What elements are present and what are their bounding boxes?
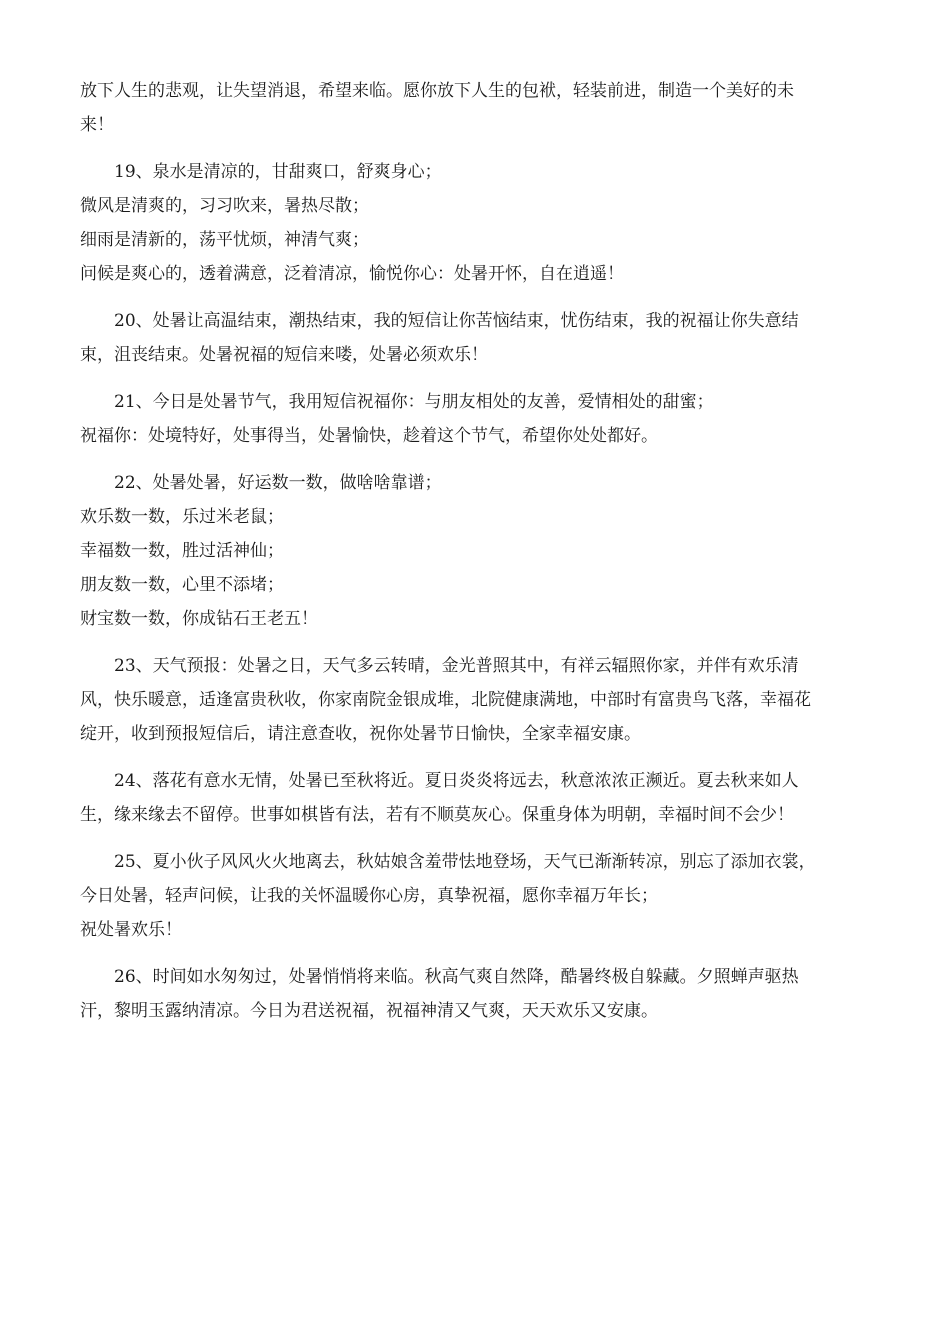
text-line: 风，快乐暖意，适逢富贵秋收，你家南院金银成堆，北院健康满地，中部时有富贵鸟飞落，幸福花 bbox=[80, 690, 811, 710]
text-line: 幸福数一数，胜过活神仙； bbox=[80, 541, 284, 561]
text-line: 26、时间如水匆匆过，处暑悄悄将来临。秋高气爽自然降，酷暑终极自躲藏。夕照蝉声驱热 bbox=[114, 967, 799, 987]
text-line: 24、落花有意水无情，处暑已至秋将近。夏日炎炎将远去，秋意浓浓正濒近。夏去秋来如人 bbox=[114, 771, 799, 791]
text-line: 束，沮丧结束。处暑祝福的短信来喽，处暑必须欢乐！ bbox=[80, 345, 488, 365]
text-line: 绽开，收到预报短信后，请注意查收，祝你处暑节日愉快，全家幸福安康。 bbox=[80, 724, 641, 744]
text-line: 祝福你：处境特好，处事得当，处暑愉快，趁着这个节气，希望你处处都好。 bbox=[80, 426, 658, 446]
text-line: 欢乐数一数，乐过米老鼠； bbox=[80, 507, 284, 527]
document-body bbox=[80, 74, 870, 1041]
paragraph bbox=[80, 466, 870, 636]
text-line: 20、处暑让高温结束，潮热结束，我的短信让你苦恼结束，忧伤结束，我的祝福让你失意结 bbox=[114, 311, 799, 331]
text-line: 放下人生的悲观，让失望消退，希望来临。愿你放下人生的包袱，轻装前进，制造一个美好的未 bbox=[80, 81, 794, 101]
text-line: 23、天气预报：处暑之日，天气多云转晴，金光普照其中，有祥云辐照你家，并伴有欢乐清 bbox=[114, 656, 799, 676]
text-line: 财宝数一数，你成钻石王老五！ bbox=[80, 609, 318, 629]
text-line: 问候是爽心的，透着满意，泛着清凉，愉悦你心：处暑开怀，自在逍遥！ bbox=[80, 264, 624, 284]
paragraph bbox=[80, 74, 870, 142]
paragraph bbox=[80, 304, 870, 372]
text-line: 微风是清爽的，习习吹来，暑热尽散； bbox=[80, 196, 369, 216]
text-line: 细雨是清新的，荡平忧烦，神清气爽； bbox=[80, 230, 369, 250]
text-line: 朋友数一数，心里不添堵； bbox=[80, 575, 284, 595]
text-line: 汗，黎明玉露纳清凉。今日为君送祝福，祝福神清又气爽，天天欢乐又安康。 bbox=[80, 1001, 658, 1021]
text-line: 22、处暑处暑，好运数一数，做啥啥靠谱； bbox=[114, 473, 442, 493]
text-line: 祝处暑欢乐！ bbox=[80, 920, 182, 940]
text-line: 今日处暑，轻声问候，让我的关怀温暖你心房，真挚祝福，愿你幸福万年长； bbox=[80, 886, 658, 906]
paragraph bbox=[80, 649, 870, 751]
paragraph bbox=[80, 960, 870, 1028]
paragraph bbox=[80, 845, 870, 947]
text-line: 19、泉水是清凉的，甘甜爽口，舒爽身心； bbox=[114, 162, 442, 182]
text-line: 21、今日是处暑节气，我用短信祝福你：与朋友相处的友善，爱情相处的甜蜜； bbox=[114, 392, 714, 412]
text-line: 25、夏小伙子风风火火地离去，秋姑娘含羞带怯地登场，天气已渐渐转凉，别忘了添加衣裳， bbox=[114, 852, 816, 872]
text-line: 生，缘来缘去不留停。世事如棋皆有法，若有不顺莫灰心。保重身体为明朝，幸福时间不会少！ bbox=[80, 805, 794, 825]
paragraph bbox=[80, 155, 870, 291]
paragraph bbox=[80, 385, 870, 453]
text-line: 来！ bbox=[80, 115, 114, 135]
paragraph bbox=[80, 764, 870, 832]
